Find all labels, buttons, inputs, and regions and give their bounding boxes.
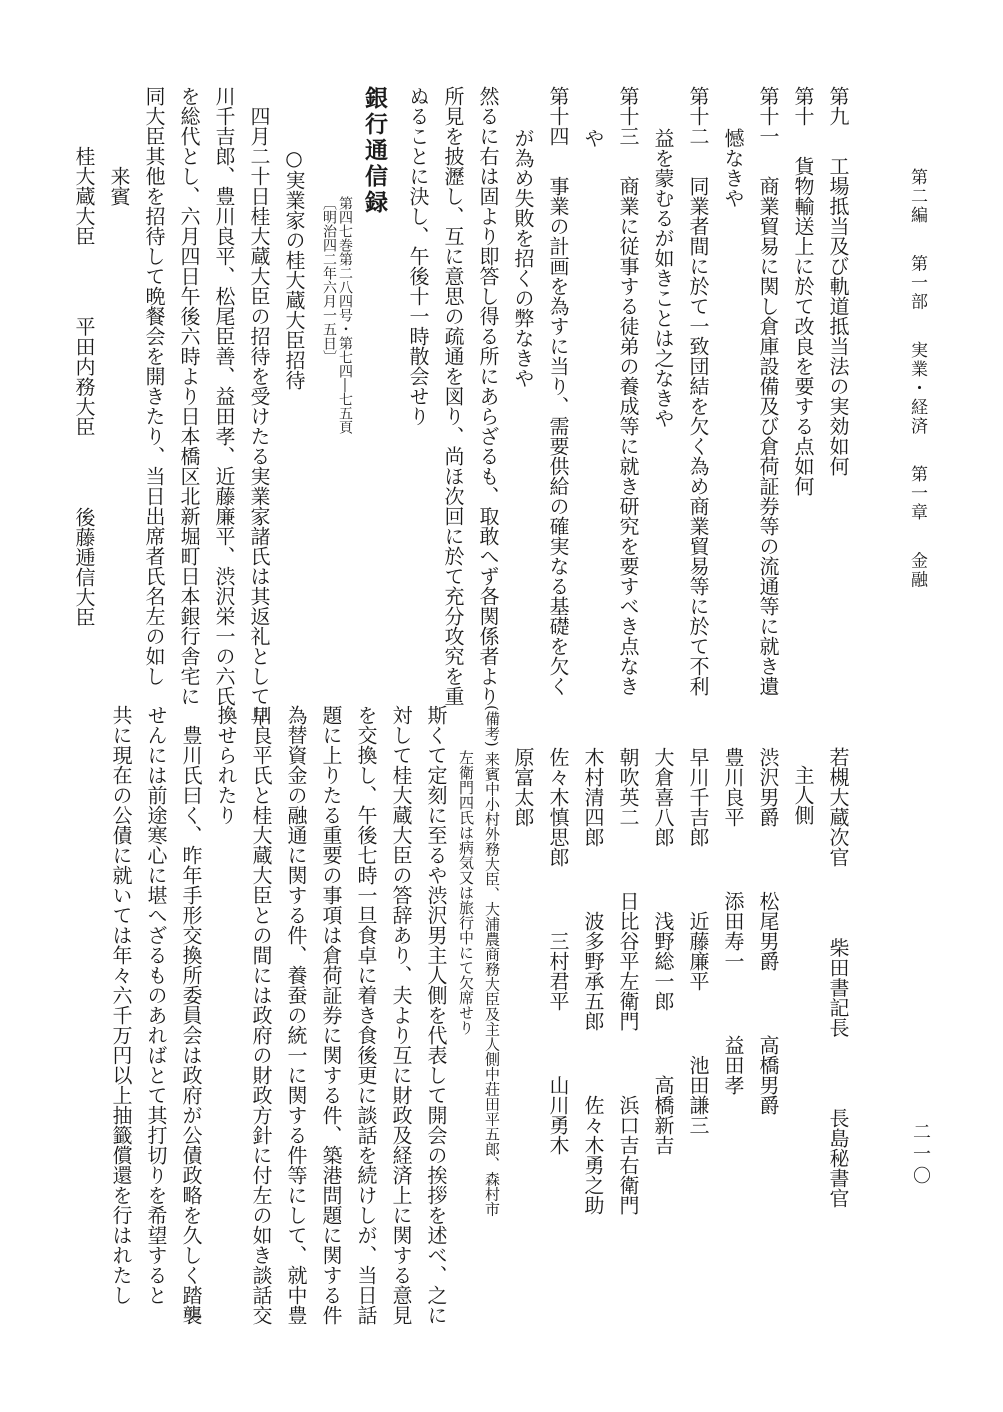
name-cell: 後藤逓信大臣 <box>72 506 96 627</box>
hosts-row: 佐々木慎思郎三村君平山川勇木 <box>546 747 570 1155</box>
hosts-row: 木村清四郎波多野承五郎佐々木勇之助 <box>581 747 605 1215</box>
header-part: 金融 <box>907 551 927 590</box>
name-cell: 長島秘書官 <box>826 1107 850 1208</box>
paragraph-line: 同大臣其他を招待して晩餐会を開きたり、当日出席者氏名左の如し <box>142 86 166 686</box>
citation-line: 第四七巻第二八四号・第七四―七五頁 <box>337 196 353 435</box>
lower-text-block <box>65 705 855 1373</box>
paragraph-line: せんには前途寒心に堪へざるものあればとて其打切りを希望すると <box>144 705 168 1305</box>
guests-row <box>66 86 101 671</box>
list-item-continuation: 憾なきや <box>721 128 745 208</box>
note-line: (備考) 来賓中小村外務大臣、大浦農商務大臣及主人側中荘田平五郎、森村市 <box>483 705 501 1217</box>
hosts-row: 朝吹英二日比谷平左衛門浜口吉右衛門 <box>616 747 640 1215</box>
paragraph-line: 斯くて定刻に至るや渋沢男主人側を代表して開会の挨拶を述べ、之に <box>424 705 448 1325</box>
name-cell: 桂大蔵大臣 <box>72 146 96 246</box>
note-line: 左衛門四氏は病気又は旅行中にて欠席せり <box>457 750 475 1035</box>
paragraph-line: ぬることに決し、午後十一時散会せり <box>406 86 430 426</box>
hosts-row: 原富太郎 <box>511 747 535 827</box>
page-number: 二一〇 <box>910 1122 931 1188</box>
paragraph-line: 豊川氏曰く、昨年手形交換所委員会は政府が公債政略を久しく踏襲 <box>179 725 203 1325</box>
guests-label: 来賓 <box>107 166 131 206</box>
paragraph-line: を総代とし、六月四日午後六時より日本橋区北新堀町日本銀行舎宅に <box>177 86 201 706</box>
paragraph-line: 題に上りたる重要の事項は倉荷証券に関する件、築港問題に関する件 <box>319 705 343 1325</box>
header-part: 第二編 <box>907 168 927 225</box>
paragraph-line: 為替資金の融通に関する件、養蚕の統一に関する件等にして、就中豊 <box>284 705 308 1325</box>
list-item-continuation: が為め失敗を招くの弊なきや <box>511 128 535 388</box>
name-cell: 若槻大蔵次官 <box>826 747 850 867</box>
list-item: 第十一商業貿易に関し倉庫設備及び倉荷証券等の流通等に就き遺 <box>756 86 780 696</box>
paragraph-line: 対して桂大蔵大臣の答辞あり、夫より互に財政及経済上に関する意見 <box>389 705 413 1325</box>
hosts-row: 渋沢男爵松尾男爵高橋男爵 <box>756 747 780 1115</box>
paragraph-line: 四月二十日桂大蔵大臣の招待を受けたる実業家諸氏は其返礼として早 <box>247 106 271 726</box>
hosts-label: 主人側 <box>791 765 815 825</box>
running-header <box>890 168 930 590</box>
upper-text-block <box>65 86 855 726</box>
list-item-continuation: 益を蒙むるが如きことは之なきや <box>651 128 675 428</box>
subtitle: ○実業家の桂大蔵大臣招待 <box>282 146 306 390</box>
paragraph-line: を交換し、午後七時一旦食卓に着き食後更に談話を続けしが、当日話 <box>354 705 378 1325</box>
paragraph-line: 共に現在の公債に就いては年々六千万円以上抽籤償還を行はれたし <box>109 705 133 1305</box>
header-part: 第一部 <box>907 254 927 312</box>
section-title: 銀行通信録 <box>361 86 388 216</box>
paragraph-line: 所見を披瀝し、互に意思の疏通を図り、尚ほ次回に於て充分攻究を重 <box>441 86 465 706</box>
list-item-continuation: や <box>581 128 605 148</box>
paragraph-line: 然るに右は固より即答し得る所にあらざるも、取敢へず各関係者より <box>476 86 500 706</box>
guests-row <box>820 705 855 1373</box>
paragraph-line: 換せられたり <box>214 705 238 825</box>
paragraph-line: 川千吉郎、豊川良平、松尾臣善、益田孝、近藤廉平、渋沢栄一の六氏 <box>212 86 236 706</box>
list-item: 第九工場抵当及び軌道抵当法の実効如何 <box>826 86 850 476</box>
list-item: 第十二同業者間に於て一致団結を欠く為め商業貿易等に於て不利 <box>686 86 710 696</box>
list-item: 第十貨物輸送上に於て改良を要する点如何 <box>791 86 815 496</box>
header-part: 実業・経済 <box>907 340 927 436</box>
citation <box>311 86 353 671</box>
citation-line: 〔明治四二年六月一五日〕 <box>321 196 337 365</box>
header-part: 第一章 <box>907 465 927 523</box>
list-item: 第十四事業の計画を為すに当り、需要供給の確実なる基礎を欠く <box>546 86 570 696</box>
name-cell: 平田内務大臣 <box>72 316 96 437</box>
name-cell: 柴田書記長 <box>826 937 850 1038</box>
hosts-row: 豊川良平添田寿一益田孝 <box>721 747 745 1095</box>
list-item: 第十三商業に従事する徒弟の養成等に就き研究を要すべき点なき <box>616 86 640 696</box>
hosts-row: 大倉喜八郎浅野総一郎高橋新吉 <box>651 747 675 1155</box>
paragraph-line: 川良平氏と桂大蔵大臣との間には政府の財政方針に付左の如き談話交 <box>249 705 273 1325</box>
hosts-row: 早川千吉郎近藤廉平池田謙三 <box>686 747 710 1135</box>
